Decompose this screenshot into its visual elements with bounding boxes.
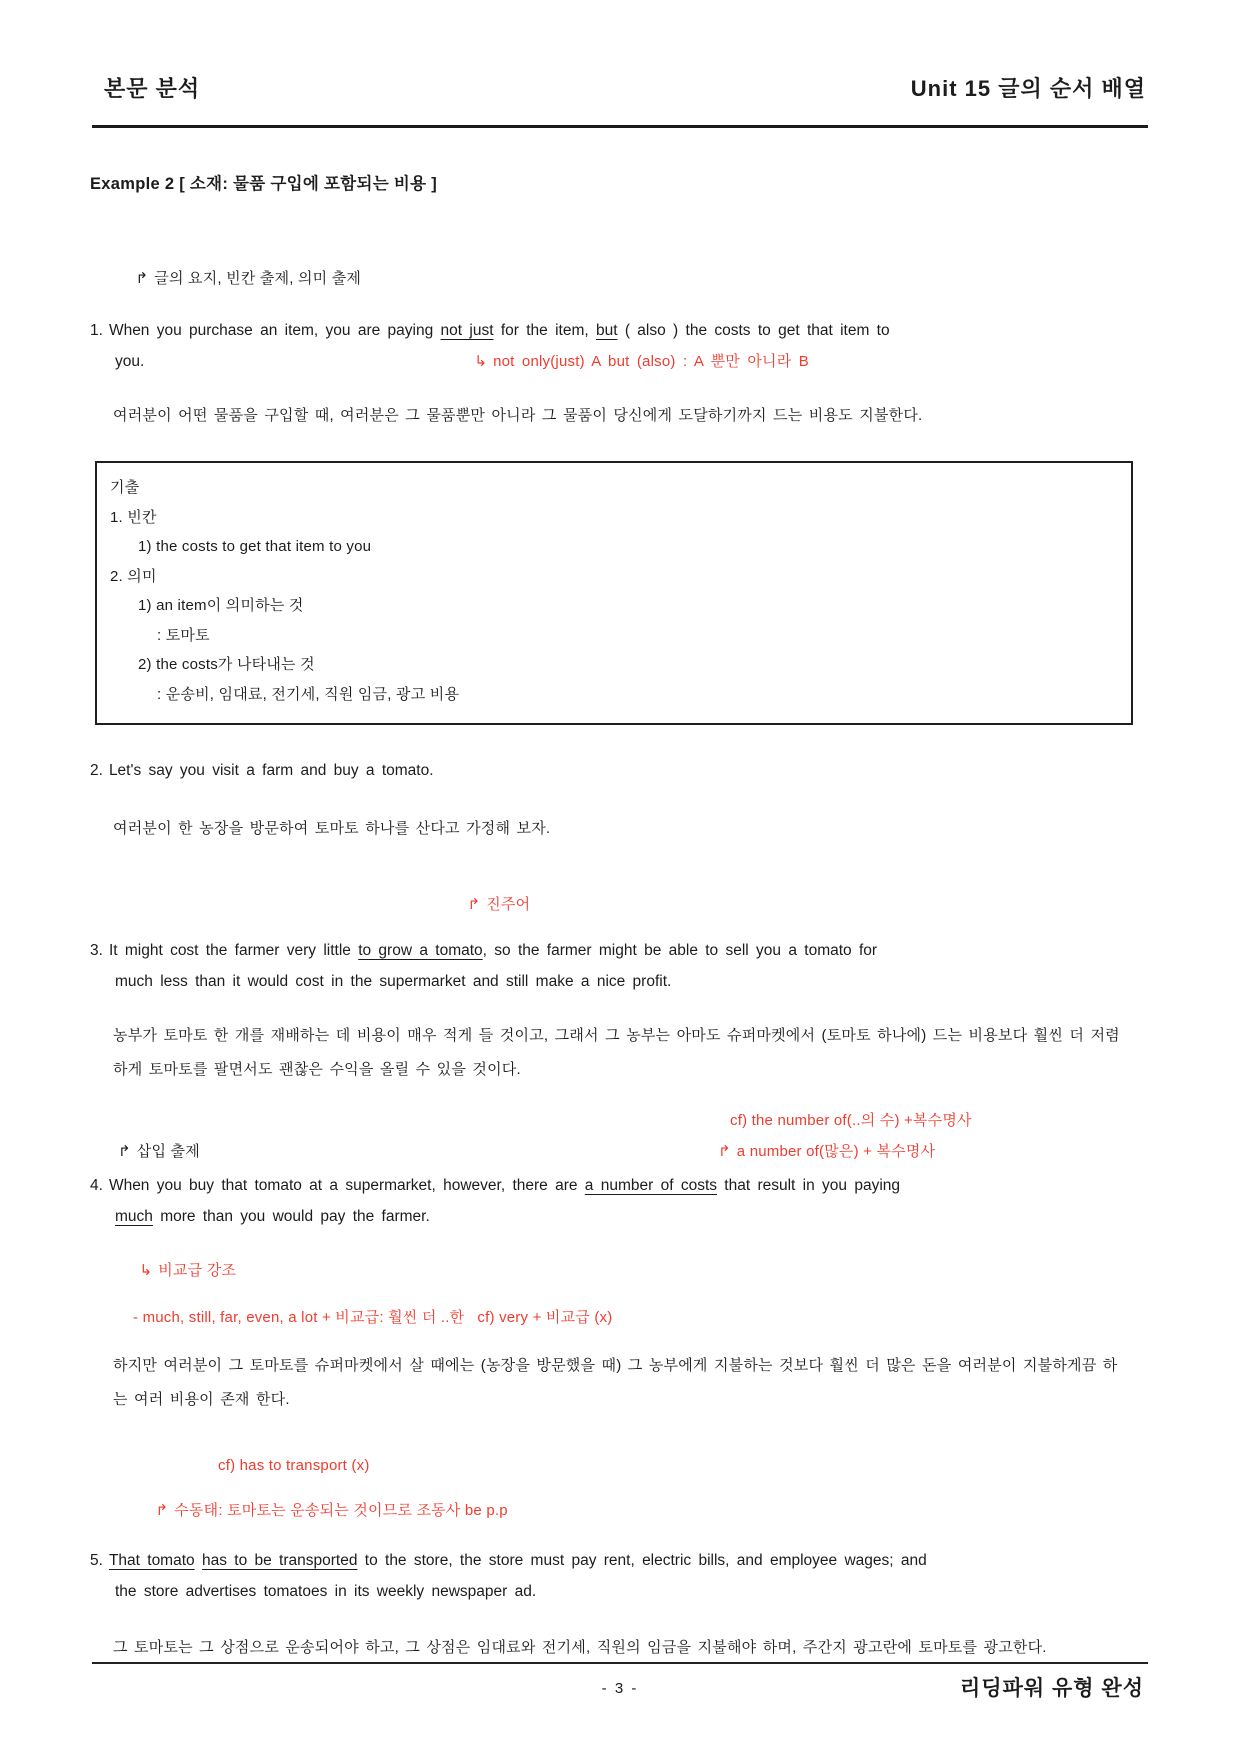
box-row: 1) an item이 의미하는 것 — [138, 597, 304, 614]
grammar-note-comparative — [122, 1242, 1240, 1297]
box-row: 1) the costs to get that item to you — [138, 538, 372, 555]
sentence-number: 1. — [90, 322, 103, 339]
grammar-note-passive — [138, 1482, 1240, 1537]
sentence-text: the store advertises tomatoes in its weekly newspaper ad. — [115, 1583, 537, 1600]
footer-brand: 리딩파워 유형 완성 — [960, 1677, 1144, 1700]
grammar-note-text: a number of(많은) + 복수명사 — [736, 1143, 936, 1160]
page-header — [104, 72, 1146, 103]
translation-1: 여러분이 어떤 물품을 구입할 때, 여러분은 그 물품뿐만 아니라 그 물품이 당신에게 도달하기까지 드는 비용도 지불한다. — [113, 407, 923, 424]
box-row: 2) the costs가 나타내는 것 — [138, 656, 315, 673]
underlined-phrase: to grow a tomato — [358, 942, 483, 959]
sentence-5-line-2 — [90, 1576, 1240, 1607]
sentence-text: much less than it would cost in the supermarket and still make a nice profit. — [115, 973, 672, 990]
sentence-5 — [90, 1545, 1240, 1607]
flag-icon: ↱ — [467, 896, 481, 913]
underlined-phrase: That tomato — [108, 1552, 195, 1569]
header-divider — [92, 125, 1148, 128]
sentence-text — [195, 1552, 202, 1569]
underlined-phrase: not just — [440, 322, 494, 339]
sentence-text: that result in you paying — [717, 1177, 901, 1194]
flag-icon: ↱ — [155, 1502, 169, 1519]
grammar-note-true-subject — [450, 876, 1240, 931]
example-title: Example 2 [ 소재: 물품 구입에 포함되는 비용 ] — [90, 175, 438, 193]
sentence-1-line-1 — [90, 315, 1240, 346]
footer-divider — [92, 1662, 1148, 1664]
sentence-number: 5. — [90, 1552, 103, 1569]
flag-icon: ↱ — [135, 270, 149, 287]
header-section-title: 본문 분석 — [104, 76, 201, 101]
grammar-note-a-number-of — [718, 1140, 935, 1161]
underlined-phrase: but — [595, 322, 618, 339]
sentence-number: 4. — [90, 1177, 103, 1194]
sentence-text: When you purchase an item, you are paying — [108, 322, 441, 339]
sentence-3-line-1 — [90, 935, 1240, 966]
underlined-phrase: a number of costs — [584, 1177, 717, 1194]
grammar-note-text: 수동태: 토마토는 운송되는 것이므로 조동사 be p.p — [174, 1502, 508, 1519]
sentence-3-line-2 — [90, 966, 1240, 997]
sentence-text: more than you would pay the farmer. — [152, 1208, 430, 1225]
sentence-number: 3. — [90, 942, 103, 959]
header-unit-title: Unit 15 글의 순서 배열 — [910, 76, 1146, 101]
box-row: 기출 — [110, 479, 140, 496]
sentence-4-line-1 — [90, 1170, 1240, 1201]
sentence-1-line-2 — [90, 346, 1240, 377]
underlined-phrase: has to be transported — [201, 1552, 358, 1569]
sentence-2 — [90, 755, 1240, 786]
flag-icon: ↱ — [118, 1143, 131, 1160]
grammar-note-comparative-detail: - much, still, far, even, a lot + 비교급: 훨씬 더 ..한 cf) very + 비교급 (x) — [133, 1309, 613, 1326]
translation-3: 농부가 토마토 한 개를 재배하는 데 비용이 매우 적게 들 것이고, 그래서 그 농부는 아마도 슈퍼마켓에서 (토마토 하나에) 드는 비용보다 훨씬 더 저렴하게 토마토를 팔면서도 괜찮은 수익을 올릴 수 있을 것이다. — [113, 1027, 1120, 1078]
sentence-3 — [90, 935, 1240, 997]
sentence-4 — [90, 1170, 1240, 1232]
page-number: - 3 - — [601, 1680, 639, 1697]
sentence-text: you. — [115, 353, 145, 370]
sentence-text: for the item, — [493, 322, 596, 339]
translation-4: 하지만 여러분이 그 토마토를 슈퍼마켓에서 살 때에는 (농장을 방문했을 때) 그 농부에게 지불하는 것보다 훨씬 더 많은 돈을 여러분이 지불하게끔 하는 여러 비용이 존재 한다. — [113, 1357, 1118, 1408]
arrow-icon: ↳ — [139, 1262, 153, 1279]
sentence-text: It might cost the farmer very little — [108, 942, 359, 959]
box-row: 1. 빈칸 — [110, 508, 157, 526]
grammar-note-text: 진주어 — [486, 896, 531, 913]
sentence-4-line-2 — [90, 1201, 1240, 1232]
insertion-question-note — [118, 1140, 200, 1161]
grammar-note-the-number-of: cf) the number of(..의 수) +복수명사 — [730, 1112, 972, 1129]
topic-annotation-text: 글의 요지, 빈칸 출제, 의미 출제 — [154, 270, 362, 287]
grammar-note-text: 비교급 강조 — [158, 1262, 237, 1279]
translation-5: 그 토마토는 그 상점으로 운송되어야 하고, 그 상점은 임대료와 전기세, 직원의 임금을 지불해야 하며, 주간지 광고란에 토마토를 광고한다. — [113, 1639, 1047, 1656]
grammar-note-transport: cf) has to transport (x) — [218, 1457, 370, 1474]
sentence-text: Let's say you visit a farm and buy a tomato. — [108, 762, 434, 779]
sentence-number: 2. — [90, 762, 103, 779]
box-row: : 토마토 — [157, 626, 210, 644]
sentence-5-line-1 — [90, 1545, 1240, 1576]
flag-icon: ↱ — [718, 1143, 731, 1160]
box-row: : 운송비, 임대료, 전기세, 직원 임금, 광고 비용 — [157, 685, 460, 703]
sentence-text: to the store, the store must pay rent, electric bills, and employee wages; and — [357, 1552, 927, 1569]
topic-annotation — [118, 250, 1240, 305]
translation-2: 여러분이 한 농장을 방문하여 토마토 하나를 산다고 가정해 보자. — [113, 820, 551, 837]
arrow-icon: ↳ — [474, 353, 488, 370]
sentence-text: , so the farmer might be able to sell you a tomato for — [482, 942, 878, 959]
sentence-1 — [90, 315, 1240, 377]
grammar-note-not-only — [474, 353, 809, 370]
annotation-row — [0, 1140, 1240, 1162]
annotation-text: 삽입 출제 — [136, 1143, 200, 1160]
exam-history-box — [95, 461, 1133, 725]
underlined-phrase: much — [115, 1208, 153, 1225]
sentence-text: ( also ) the costs to get that item to — [617, 322, 890, 339]
sentence-text: When you buy that tomato at a supermarket, however, there are — [108, 1177, 585, 1194]
sentence-2-line-1 — [90, 755, 1240, 786]
grammar-note-text: not only(just) A but (also) : A 뿐만 아니라 B — [493, 353, 809, 370]
box-row: 2. 의미 — [110, 567, 157, 585]
